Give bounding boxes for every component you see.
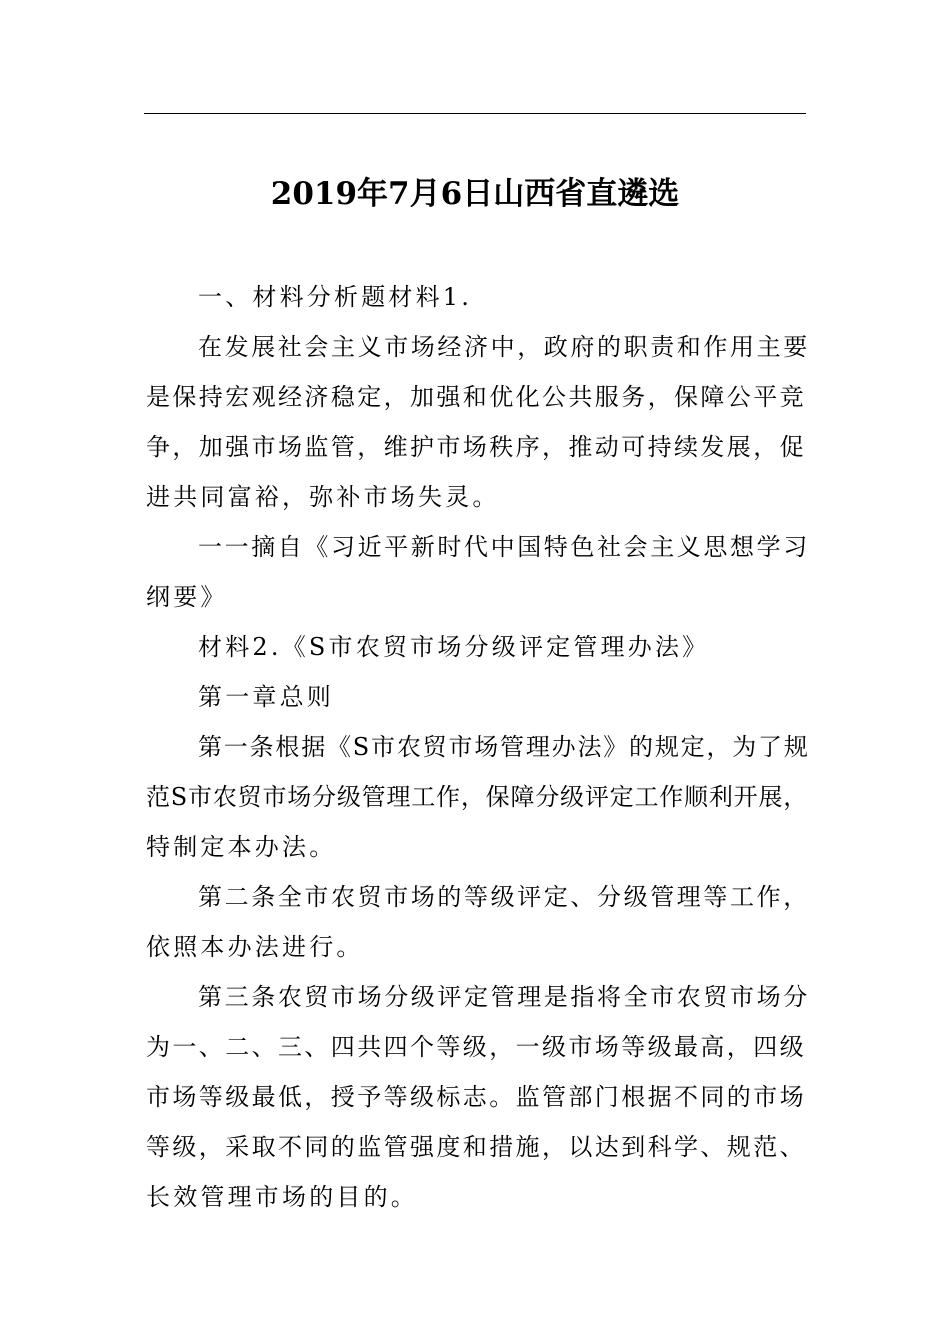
text-line: 市场等级最低，授予等级标志。监管部门根据不同的市场 <box>146 1083 806 1111</box>
text-line: 第三条农贸市场分级评定管理是指将全市农贸市场分 <box>198 983 810 1011</box>
text-line: 范S市农贸市场分级管理工作，保障分级评定工作顺利开展， <box>146 783 809 811</box>
text-line: 第一章总则 <box>198 683 334 711</box>
text-line: 进共同富裕，弥补市场失灵。 <box>146 483 500 511</box>
text-line: 在发展社会主义市场经济中，政府的职责和作用主要 <box>198 333 810 361</box>
text-line: 一一摘自《习近平新时代中国特色社会主义思想学习 <box>198 533 810 561</box>
text-line: 等级，采取不同的监管强度和措施，以达到科学、规范、 <box>146 1133 806 1161</box>
text-line: 争，加强市场监管，维护市场秩序，推动可持续发展，促 <box>146 433 806 461</box>
document-title: 2019年7月6日山西省直遴选 <box>270 176 680 212</box>
document-body <box>146 272 810 1222</box>
header-rule <box>144 113 806 114</box>
text-line: 第一条根据《S市农贸市场管理办法》的规定，为了规 <box>198 733 810 761</box>
text-line: 材料2.《S市农贸市场分级评定管理办法》 <box>198 633 710 661</box>
text-line: 长效管理市场的目的。 <box>146 1183 418 1211</box>
text-line: 依照本办法进行。 <box>146 933 364 961</box>
text-line: 第二条全市农贸市场的等级评定、分级管理等工作， <box>198 883 810 911</box>
text-line: 纲要》 <box>146 583 228 611</box>
text-line: 是保持宏观经济稳定，加强和优化公共服务，保障公平竞 <box>146 383 806 411</box>
text-line: 特制定本办法。 <box>146 833 337 861</box>
text-line: 为一、二、三、四共四个等级，一级市场等级最高，四级 <box>146 1033 806 1061</box>
text-line: 一、材料分析题材料1. <box>198 283 473 311</box>
